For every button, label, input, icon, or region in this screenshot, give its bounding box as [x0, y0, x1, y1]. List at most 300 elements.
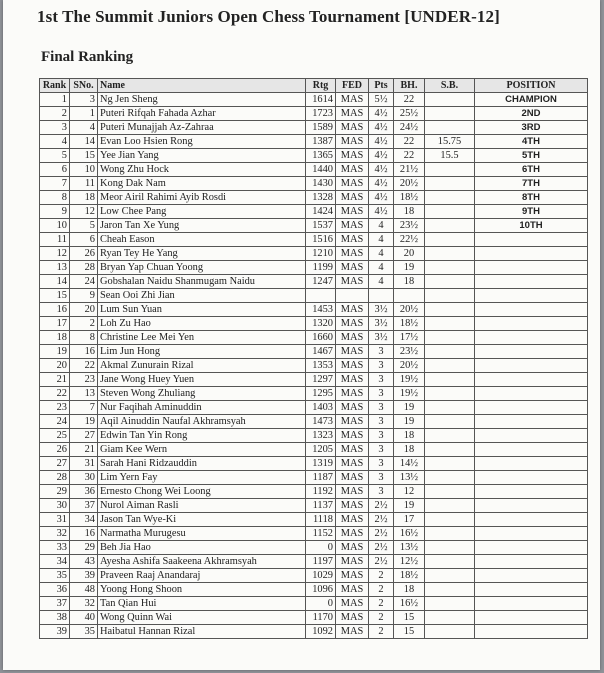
- header-sno: SNo.: [70, 79, 98, 93]
- sno-cell: 26: [70, 247, 98, 261]
- pts-cell: 3: [369, 471, 394, 485]
- table-row: [40, 177, 588, 191]
- fed-cell: MAS: [336, 219, 369, 233]
- pts-cell: [369, 289, 394, 303]
- position-cell: 3RD: [475, 121, 588, 135]
- table-row: [40, 401, 588, 415]
- table-row: [40, 163, 588, 177]
- name-cell: Yee Jian Yang: [98, 149, 306, 163]
- table-row: [40, 121, 588, 135]
- sb-cell: [425, 177, 475, 191]
- rank-cell: 27: [40, 457, 70, 471]
- rank-cell: 32: [40, 527, 70, 541]
- bh-cell: 15: [394, 625, 425, 639]
- pts-cell: 4½: [369, 205, 394, 219]
- rating-cell: 1424: [306, 205, 336, 219]
- sb-cell: [425, 471, 475, 485]
- position-cell: [475, 401, 588, 415]
- rating-cell: 1430: [306, 177, 336, 191]
- sb-cell: [425, 443, 475, 457]
- rating-cell: 0: [306, 597, 336, 611]
- rating-cell: 1589: [306, 121, 336, 135]
- pts-cell: 3: [369, 345, 394, 359]
- fed-cell: MAS: [336, 471, 369, 485]
- position-cell: 8TH: [475, 191, 588, 205]
- results-sheet: [3, 0, 600, 670]
- bh-cell: 19½: [394, 387, 425, 401]
- pts-cell: 2: [369, 597, 394, 611]
- rank-cell: 4: [40, 135, 70, 149]
- rating-cell: 1614: [306, 93, 336, 107]
- sno-cell: 29: [70, 541, 98, 555]
- position-cell: 7TH: [475, 177, 588, 191]
- bh-cell: 22: [394, 93, 425, 107]
- name-cell: Lim Jun Hong: [98, 345, 306, 359]
- fed-cell: MAS: [336, 443, 369, 457]
- pts-cell: 2½: [369, 541, 394, 555]
- rank-cell: 25: [40, 429, 70, 443]
- name-cell: Meor Airil Rahimi Ayib Rosdi: [98, 191, 306, 205]
- table-row: [40, 149, 588, 163]
- fed-cell: MAS: [336, 373, 369, 387]
- rank-cell: 30: [40, 499, 70, 513]
- position-cell: [475, 289, 588, 303]
- sb-cell: [425, 555, 475, 569]
- pts-cell: 4½: [369, 121, 394, 135]
- rating-cell: 1118: [306, 513, 336, 527]
- bh-cell: 12½: [394, 555, 425, 569]
- rating-cell: 1137: [306, 499, 336, 513]
- sno-cell: 30: [70, 471, 98, 485]
- fed-cell: MAS: [336, 485, 369, 499]
- sno-cell: 18: [70, 191, 98, 205]
- pts-cell: 4: [369, 275, 394, 289]
- pts-cell: 4: [369, 233, 394, 247]
- rating-cell: 1096: [306, 583, 336, 597]
- rating-cell: 1353: [306, 359, 336, 373]
- rank-cell: 39: [40, 625, 70, 639]
- rating-cell: 1403: [306, 401, 336, 415]
- name-cell: Ayesha Ashifa Saakeena Akhramsyah: [98, 555, 306, 569]
- sb-cell: [425, 513, 475, 527]
- table-row: [40, 387, 588, 401]
- sb-cell: [425, 233, 475, 247]
- pts-cell: 4½: [369, 135, 394, 149]
- sno-cell: 4: [70, 121, 98, 135]
- bh-cell: 18½: [394, 191, 425, 205]
- header-rating: Rtg: [306, 79, 336, 93]
- sno-cell: 8: [70, 331, 98, 345]
- sno-cell: 13: [70, 387, 98, 401]
- rank-cell: 36: [40, 583, 70, 597]
- sb-cell: 15.75: [425, 135, 475, 149]
- sno-cell: 20: [70, 303, 98, 317]
- rating-cell: 1320: [306, 317, 336, 331]
- pts-cell: 2½: [369, 513, 394, 527]
- name-cell: Haibatul Hannan Rizal: [98, 625, 306, 639]
- fed-cell: MAS: [336, 569, 369, 583]
- name-cell: Jason Tan Wye-Ki: [98, 513, 306, 527]
- pts-cell: 4½: [369, 191, 394, 205]
- name-cell: Lum Sun Yuan: [98, 303, 306, 317]
- fed-cell: MAS: [336, 233, 369, 247]
- name-cell: Loh Zu Hao: [98, 317, 306, 331]
- table-row: [40, 219, 588, 233]
- table-row: [40, 527, 588, 541]
- rank-cell: 29: [40, 485, 70, 499]
- header-position: POSITION: [475, 79, 588, 93]
- sno-cell: 37: [70, 499, 98, 513]
- bh-cell: 17: [394, 513, 425, 527]
- rating-cell: 1537: [306, 219, 336, 233]
- table-row: [40, 191, 588, 205]
- bh-cell: 19: [394, 415, 425, 429]
- pts-cell: 5½: [369, 93, 394, 107]
- table-row: [40, 359, 588, 373]
- rank-cell: 1: [40, 93, 70, 107]
- name-cell: Lim Yern Fay: [98, 471, 306, 485]
- table-row: [40, 513, 588, 527]
- position-cell: 4TH: [475, 135, 588, 149]
- table-row: [40, 457, 588, 471]
- sb-cell: [425, 611, 475, 625]
- name-cell: Jane Wong Huey Yuen: [98, 373, 306, 387]
- fed-cell: MAS: [336, 387, 369, 401]
- rating-cell: 1660: [306, 331, 336, 345]
- table-row: [40, 429, 588, 443]
- position-cell: [475, 569, 588, 583]
- position-cell: [475, 471, 588, 485]
- bh-cell: 19: [394, 401, 425, 415]
- position-cell: 10TH: [475, 219, 588, 233]
- fed-cell: MAS: [336, 275, 369, 289]
- position-cell: [475, 625, 588, 639]
- pts-cell: 3: [369, 457, 394, 471]
- name-cell: Ryan Tey He Yang: [98, 247, 306, 261]
- table-row: [40, 303, 588, 317]
- pts-cell: 4: [369, 261, 394, 275]
- position-cell: [475, 415, 588, 429]
- rank-cell: 31: [40, 513, 70, 527]
- rank-cell: 37: [40, 597, 70, 611]
- rating-cell: 1187: [306, 471, 336, 485]
- fed-cell: MAS: [336, 93, 369, 107]
- position-cell: [475, 611, 588, 625]
- pts-cell: 2: [369, 611, 394, 625]
- position-cell: [475, 359, 588, 373]
- pts-cell: 2½: [369, 499, 394, 513]
- bh-cell: 15: [394, 611, 425, 625]
- pts-cell: 4½: [369, 163, 394, 177]
- rating-cell: 1295: [306, 387, 336, 401]
- table-row: [40, 261, 588, 275]
- sno-cell: 36: [70, 485, 98, 499]
- fed-cell: MAS: [336, 205, 369, 219]
- sb-cell: [425, 345, 475, 359]
- position-cell: [475, 261, 588, 275]
- name-cell: Puteri Munajjah Az-Zahraa: [98, 121, 306, 135]
- bh-cell: 18: [394, 275, 425, 289]
- name-cell: Wong Zhu Hock: [98, 163, 306, 177]
- position-cell: 6TH: [475, 163, 588, 177]
- fed-cell: MAS: [336, 303, 369, 317]
- name-cell: Beh Jia Hao: [98, 541, 306, 555]
- rank-cell: 14: [40, 275, 70, 289]
- rank-cell: 15: [40, 289, 70, 303]
- name-cell: Yoong Hong Shoon: [98, 583, 306, 597]
- table-row: [40, 247, 588, 261]
- position-cell: [475, 513, 588, 527]
- rank-cell: 34: [40, 555, 70, 569]
- sb-cell: [425, 485, 475, 499]
- rating-cell: 0: [306, 541, 336, 555]
- sb-cell: [425, 457, 475, 471]
- table-row: [40, 597, 588, 611]
- header-pts: Pts: [369, 79, 394, 93]
- table-row: [40, 233, 588, 247]
- sb-cell: [425, 401, 475, 415]
- fed-cell: MAS: [336, 359, 369, 373]
- rank-cell: 3: [40, 121, 70, 135]
- fed-cell: MAS: [336, 583, 369, 597]
- pts-cell: 3: [369, 415, 394, 429]
- fed-cell: MAS: [336, 149, 369, 163]
- sno-cell: 9: [70, 289, 98, 303]
- sno-cell: 11: [70, 177, 98, 191]
- header-rank: Rank: [40, 79, 70, 93]
- sb-cell: [425, 163, 475, 177]
- header-name: Name: [98, 79, 306, 93]
- rank-cell: 33: [40, 541, 70, 555]
- sno-cell: 7: [70, 401, 98, 415]
- sno-cell: 48: [70, 583, 98, 597]
- rating-cell: 1723: [306, 107, 336, 121]
- bh-cell: 18: [394, 205, 425, 219]
- sb-cell: [425, 289, 475, 303]
- pts-cell: 3: [369, 387, 394, 401]
- sno-cell: 16: [70, 345, 98, 359]
- fed-cell: MAS: [336, 513, 369, 527]
- pts-cell: 3½: [369, 331, 394, 345]
- pts-cell: 3½: [369, 303, 394, 317]
- bh-cell: 16½: [394, 597, 425, 611]
- rank-cell: 5: [40, 149, 70, 163]
- table-row: [40, 373, 588, 387]
- rank-cell: 2: [40, 107, 70, 121]
- rating-cell: [306, 289, 336, 303]
- rating-cell: 1205: [306, 443, 336, 457]
- ranking-table: [39, 78, 588, 639]
- rank-cell: 16: [40, 303, 70, 317]
- bh-cell: 14½: [394, 457, 425, 471]
- rating-cell: 1387: [306, 135, 336, 149]
- fed-cell: MAS: [336, 625, 369, 639]
- table-row: [40, 107, 588, 121]
- sb-cell: [425, 303, 475, 317]
- sb-cell: [425, 261, 475, 275]
- table-row: [40, 569, 588, 583]
- rating-cell: 1029: [306, 569, 336, 583]
- bh-cell: 18: [394, 429, 425, 443]
- sb-cell: [425, 107, 475, 121]
- position-cell: [475, 317, 588, 331]
- sb-cell: 15.5: [425, 149, 475, 163]
- position-cell: [475, 233, 588, 247]
- sb-cell: [425, 569, 475, 583]
- fed-cell: MAS: [336, 191, 369, 205]
- rank-cell: 11: [40, 233, 70, 247]
- sb-cell: [425, 597, 475, 611]
- rank-cell: 35: [40, 569, 70, 583]
- rating-cell: 1467: [306, 345, 336, 359]
- sb-cell: [425, 247, 475, 261]
- rating-cell: 1197: [306, 555, 336, 569]
- pts-cell: 2: [369, 625, 394, 639]
- rating-cell: 1297: [306, 373, 336, 387]
- header-bh: BH.: [394, 79, 425, 93]
- sb-cell: [425, 317, 475, 331]
- rating-cell: 1473: [306, 415, 336, 429]
- name-cell: Akmal Zunurain Rizal: [98, 359, 306, 373]
- name-cell: Giam Kee Wern: [98, 443, 306, 457]
- position-cell: 2ND: [475, 107, 588, 121]
- position-cell: [475, 527, 588, 541]
- fed-cell: MAS: [336, 429, 369, 443]
- sno-cell: 5: [70, 219, 98, 233]
- table-header-row: [40, 79, 588, 93]
- table-row: [40, 331, 588, 345]
- sno-cell: 39: [70, 569, 98, 583]
- sb-cell: [425, 625, 475, 639]
- fed-cell: MAS: [336, 401, 369, 415]
- sno-cell: 40: [70, 611, 98, 625]
- sno-cell: 35: [70, 625, 98, 639]
- table-row: [40, 275, 588, 289]
- table-row: [40, 415, 588, 429]
- sno-cell: 14: [70, 135, 98, 149]
- sb-cell: [425, 499, 475, 513]
- sb-cell: [425, 429, 475, 443]
- position-cell: [475, 345, 588, 359]
- name-cell: Evan Loo Hsien Rong: [98, 135, 306, 149]
- position-cell: [475, 429, 588, 443]
- rank-cell: 8: [40, 191, 70, 205]
- name-cell: Puteri Rifqah Fahada Azhar: [98, 107, 306, 121]
- sno-cell: 2: [70, 317, 98, 331]
- bh-cell: 23½: [394, 345, 425, 359]
- sno-cell: 27: [70, 429, 98, 443]
- bh-cell: 13½: [394, 471, 425, 485]
- table-row: [40, 317, 588, 331]
- rank-cell: 38: [40, 611, 70, 625]
- fed-cell: MAS: [336, 135, 369, 149]
- bh-cell: 19: [394, 261, 425, 275]
- bh-cell: 18: [394, 443, 425, 457]
- position-cell: [475, 387, 588, 401]
- name-cell: Praveen Raaj Anandaraj: [98, 569, 306, 583]
- rating-cell: 1192: [306, 485, 336, 499]
- position-cell: [475, 275, 588, 289]
- position-cell: [475, 583, 588, 597]
- rating-cell: 1516: [306, 233, 336, 247]
- pts-cell: 3: [369, 373, 394, 387]
- page-subtitle: Final Ranking: [41, 49, 134, 65]
- position-cell: [475, 303, 588, 317]
- rank-cell: 22: [40, 387, 70, 401]
- fed-cell: MAS: [336, 555, 369, 569]
- bh-cell: 17½: [394, 331, 425, 345]
- pts-cell: 3½: [369, 317, 394, 331]
- table-row: [40, 541, 588, 555]
- bh-cell: 22: [394, 135, 425, 149]
- bh-cell: 18½: [394, 317, 425, 331]
- sb-cell: [425, 331, 475, 345]
- bh-cell: 20: [394, 247, 425, 261]
- fed-cell: MAS: [336, 107, 369, 121]
- position-cell: CHAMPION: [475, 93, 588, 107]
- sno-cell: 43: [70, 555, 98, 569]
- bh-cell: 12: [394, 485, 425, 499]
- sb-cell: [425, 541, 475, 555]
- position-cell: 5TH: [475, 149, 588, 163]
- position-cell: [475, 457, 588, 471]
- table-row: [40, 289, 588, 303]
- sno-cell: 31: [70, 457, 98, 471]
- bh-cell: 25½: [394, 107, 425, 121]
- sb-cell: [425, 219, 475, 233]
- fed-cell: MAS: [336, 457, 369, 471]
- sno-cell: 23: [70, 373, 98, 387]
- header-sb: S.B.: [425, 79, 475, 93]
- pts-cell: 2½: [369, 527, 394, 541]
- sb-cell: [425, 205, 475, 219]
- name-cell: Sarah Hani Ridzauddin: [98, 457, 306, 471]
- bh-cell: 18½: [394, 569, 425, 583]
- rating-cell: 1323: [306, 429, 336, 443]
- bh-cell: 20½: [394, 359, 425, 373]
- rating-cell: 1365: [306, 149, 336, 163]
- fed-cell: MAS: [336, 261, 369, 275]
- name-cell: Christine Lee Mei Yen: [98, 331, 306, 345]
- sb-cell: [425, 359, 475, 373]
- fed-cell: MAS: [336, 317, 369, 331]
- table-row: [40, 555, 588, 569]
- position-cell: 9TH: [475, 205, 588, 219]
- pts-cell: 3: [369, 485, 394, 499]
- sb-cell: [425, 387, 475, 401]
- pts-cell: 4: [369, 247, 394, 261]
- fed-cell: MAS: [336, 527, 369, 541]
- fed-cell: MAS: [336, 415, 369, 429]
- bh-cell: 22½: [394, 233, 425, 247]
- rating-cell: 1440: [306, 163, 336, 177]
- name-cell: Bryan Yap Chuan Yoong: [98, 261, 306, 275]
- name-cell: Gobshalan Naidu Shanmugam Naidu: [98, 275, 306, 289]
- table-row: [40, 93, 588, 107]
- sb-cell: [425, 191, 475, 205]
- position-cell: [475, 373, 588, 387]
- rank-cell: 23: [40, 401, 70, 415]
- table-row: [40, 499, 588, 513]
- sno-cell: 19: [70, 415, 98, 429]
- fed-cell: MAS: [336, 247, 369, 261]
- bh-cell: 13½: [394, 541, 425, 555]
- position-cell: [475, 443, 588, 457]
- name-cell: Jaron Tan Xe Yung: [98, 219, 306, 233]
- name-cell: Narmatha Murugesu: [98, 527, 306, 541]
- rating-cell: 1453: [306, 303, 336, 317]
- name-cell: Ernesto Chong Wei Loong: [98, 485, 306, 499]
